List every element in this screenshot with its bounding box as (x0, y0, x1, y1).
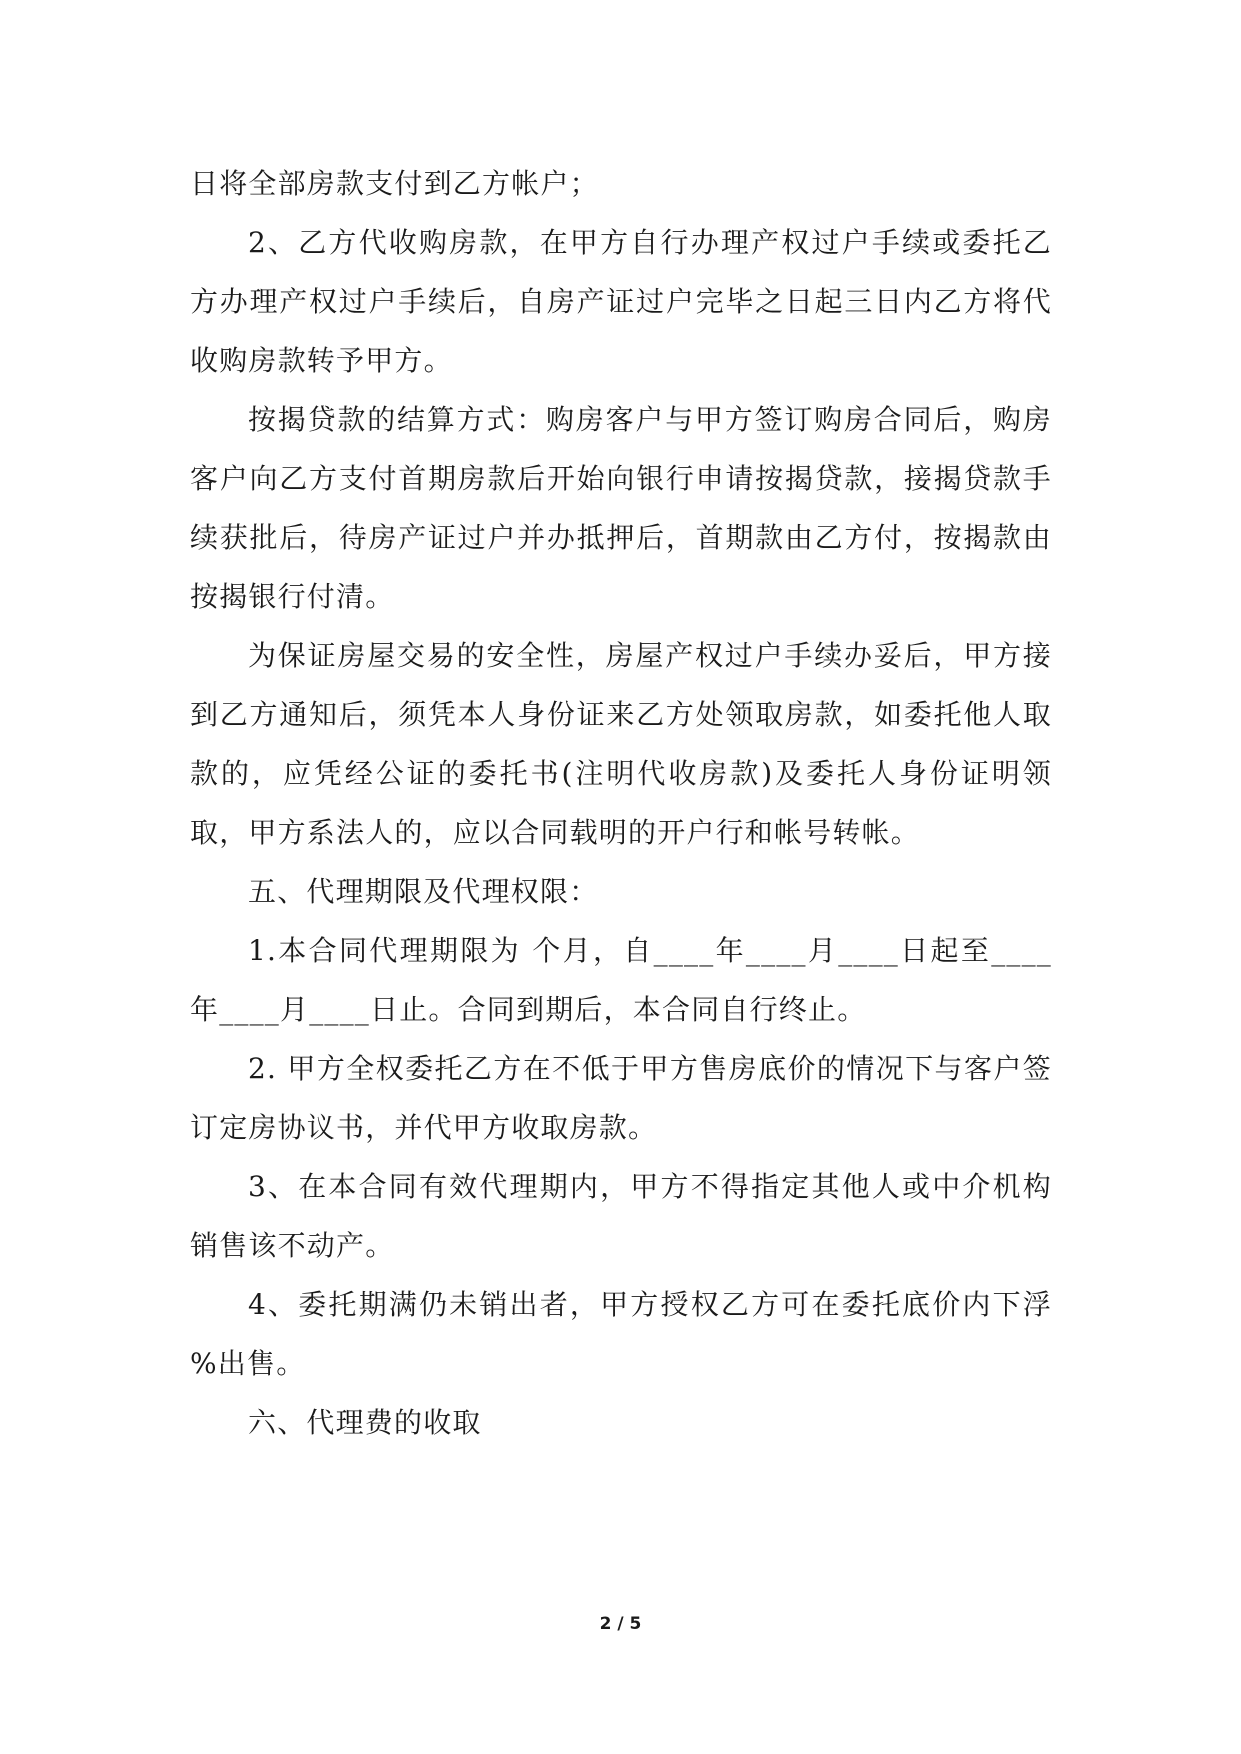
paragraph-mortgage-settlement: 按揭贷款的结算方式：购房客户与甲方签订购房合同后，购房客户向乙方支付首期房款后开始向银行申请按揭贷款，接揭贷款手续获批后，待房产证过户并办抵押后，首期款由乙方付，按揭款由按揭银行付清。 (190, 403, 1052, 613)
paragraph-term-2: 2. 甲方全权委托乙方在不低于甲方售房底价的情况下与客户签订定房协议书，并代甲方收取房款。 (190, 1052, 1052, 1144)
document-body (190, 154, 1052, 1452)
section-heading-agency-term: 五、代理期限及代理权限： (248, 875, 599, 908)
paragraph-continuation: 日将全部房款支付到乙方帐户； (190, 167, 599, 200)
page-number: 2 / 5 (599, 1614, 642, 1634)
paragraph-clause-2: 2、乙方代收购房款，在甲方自行办理产权过户手续或委托乙方办理产权过户手续后，自房产证过户完毕之日起三日内乙方将代收购房款转予甲方。 (190, 226, 1052, 377)
paragraph-term-3: 3、在本合同有效代理期内，甲方不得指定其他人或中介机构销售该不动产。 (190, 1170, 1052, 1262)
paragraph-term-4: 4、委托期满仍未销出者，甲方授权乙方可在委托底价内下浮 %出售。 (190, 1288, 1052, 1380)
paragraph-transaction-safety: 为保证房屋交易的安全性，房屋产权过户手续办妥后，甲方接到乙方通知后，须凭本人身份证来乙方处领取房款，如委托他人取款的，应凭经公证的委托书(注明代收房款)及委托人身份证明领取，甲方系法人的，应以合同载明的开户行和帐号转帐。 (190, 639, 1052, 849)
section-heading-agency-fee: 六、代理费的收取 (248, 1406, 482, 1439)
paragraph-term-1: 1.本合同代理期限为 个月，自____年____月____日起至____年____月____日止。合同到期后，本合同自行终止。 (190, 934, 1052, 1026)
